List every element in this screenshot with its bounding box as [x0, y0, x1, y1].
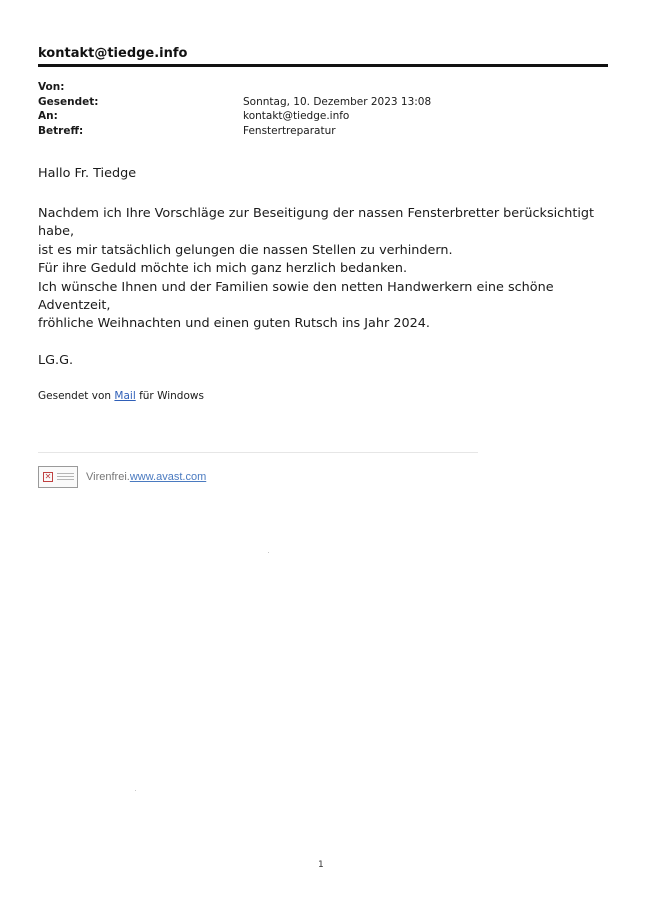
body-line: Adventzeit, [38, 298, 111, 314]
scan-speck [268, 552, 269, 553]
avast-link[interactable]: www.avast.com [129, 471, 207, 483]
greeting: Hallo Fr. Tiedge [38, 166, 137, 181]
body-line: Ich wünsche Ihnen und der Familien sowie den netten Handwerkern eine schöne [38, 279, 554, 295]
header-label: Gesendet: [38, 95, 99, 108]
avast-label: Virenfrei. [86, 471, 130, 483]
header-value: Sonntag, 10. Dezember 2023 13:08 [243, 95, 432, 108]
title-divider [38, 64, 608, 67]
scan-speck [135, 790, 136, 791]
header-label: Von: [38, 81, 65, 93]
header-label: Betreff: [38, 124, 84, 137]
sent-from-line [38, 390, 204, 402]
mailbox-title: kontakt@tiedge.info [38, 46, 188, 61]
body-line: Nachdem ich Ihre Vorschläge zur Beseitigung der nassen Fensterbretter berücksichtigt [38, 206, 595, 221]
close-icon: ✕ [44, 472, 52, 481]
header-row-sent [38, 95, 608, 110]
avast-signature [38, 466, 206, 488]
message-body [38, 205, 595, 334]
broken-image-icon[interactable] [38, 466, 78, 488]
header-label: An: [38, 110, 58, 122]
mail-app-link[interactable]: Mail [114, 390, 136, 402]
sent-from-prefix: Gesendet von [38, 390, 115, 402]
header-row-subject [38, 124, 608, 139]
header-row-to [38, 109, 608, 124]
sent-from-suffix: für Windows [135, 390, 204, 402]
body-line: fröhliche Weihnachten und einen guten Rutsch ins Jahr 2024. [38, 316, 430, 332]
header-value: kontakt@tiedge.info [243, 110, 350, 122]
placeholder-lines [57, 473, 74, 482]
signature-divider [38, 452, 478, 453]
body-line: Für ihre Geduld möchte ich mich ganz herzlich bedanken. [38, 261, 408, 277]
body-line: habe, [38, 224, 75, 240]
header-row-from [38, 80, 608, 95]
avast-text [86, 471, 206, 483]
signoff: LG.G. [38, 353, 74, 368]
body-line: ist es mir tatsächlich gelungen die nassen Stellen zu verhindern. [38, 242, 453, 258]
header-value: Fenstertreparatur [243, 124, 336, 137]
email-header-block [38, 80, 608, 138]
header-value [243, 80, 608, 95]
page-number: 1 [318, 860, 324, 870]
